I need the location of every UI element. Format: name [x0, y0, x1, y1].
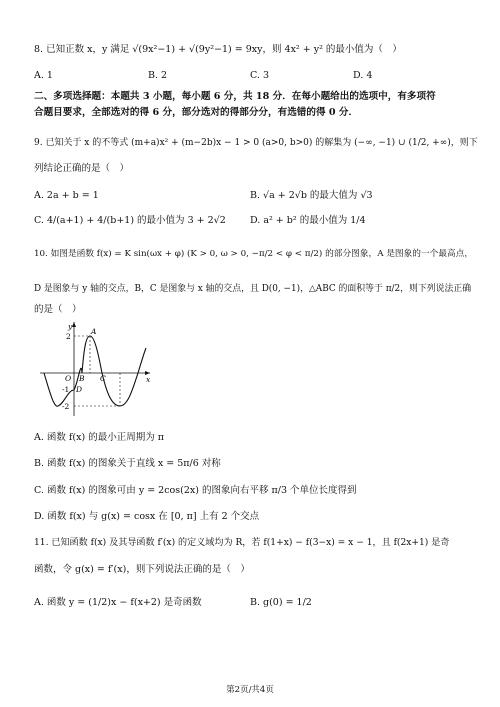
q11-option-a: A. 函数 y = (1/2)x − f(x+2) 是奇函数	[34, 597, 202, 608]
q8-option-d: D. 4	[353, 70, 373, 81]
point-c-label: C	[100, 374, 106, 383]
q8-option-c: C. 3	[250, 70, 270, 81]
sine-graph	[38, 318, 158, 418]
d-value-label: -1	[62, 385, 70, 394]
q8-option-b: B. 2	[148, 70, 168, 81]
section2-line2: 合题目要求，全部选对的得 6 分，部分选对的得部分分，有选错的得 0 分．	[34, 107, 359, 118]
y-axis-label: y	[68, 322, 73, 331]
q8-option-a: A. 1	[34, 70, 53, 81]
y-axis-arrow	[72, 322, 76, 327]
sine-curve	[44, 336, 146, 406]
q11-option-b: B. g(0) = 1/2	[250, 597, 312, 608]
page-footer: 第2页/共4页	[226, 685, 274, 695]
x-axis-label: x	[146, 375, 151, 384]
q11-line1: 11. 已知函数 f(x) 及其导函数 f′(x) 的定义域均为 R，若 f(1+x) − f(3−x) = x − 1，且 f(2x+1) 是奇	[34, 538, 450, 548]
point-b-label: B	[79, 374, 85, 383]
section2-line1: 二、多项选择题：本题共 3 小题，每小题 6 分，共 18 分．在每小题给出的选项中，有多项符	[34, 91, 436, 102]
q9-stem-line2: 列结论正确的是（ ）	[34, 163, 130, 174]
q10-option-a: A. 函数 f(x) 的最小正周期为 π	[34, 432, 164, 443]
top-value-label: 2	[66, 332, 71, 341]
q11-line2: 函数，令 g(x) = f′(x)，则下列说法正确的是（ ）	[34, 564, 250, 575]
q9-option-d: D. a² + b² 的最小值为 1/4	[250, 215, 366, 226]
bottom-value-label: -2	[62, 402, 70, 411]
point-a-label: A	[91, 327, 97, 336]
q9-option-c: C. 4/(a+1) + 4/(b+1) 的最小值为 3 + 2√2	[34, 215, 226, 226]
q9-stem-line1: 9. 已知关于 x 的不等式 (m+a)x² + (m−2b)x − 1 > 0 (a>0, b>0) 的解集为 (−∞, −1) ∪ (1/2, +∞)，则下	[34, 138, 478, 148]
q10-line1: 10. 如图是函数 f(x) = K sin(ωx + φ) (K > 0, ω > 0, −π/2 < φ < π/2) 的部分图象，A 是图象的一个最高点，	[34, 249, 474, 259]
point-d-label: D	[76, 385, 83, 394]
q10-line2: D 是图象与 y 轴的交点，B，C 是图象与 x 轴的交点，且 D(0, −1)，△ABC 的面积等于 π/2，则下列说法正确	[34, 284, 472, 294]
origin-label: O	[65, 374, 72, 383]
q10-option-b: B. 函数 f(x) 的图象关于直线 x = 5π/6 对称	[34, 458, 221, 469]
q10-line3: 的是（ ）	[34, 304, 82, 315]
q9-option-a: A. 2a + b = 1	[34, 190, 99, 201]
q10-option-d: D. 函数 f(x) 与 g(x) = cosx 在 [0, π] 上有 2 个交点	[34, 511, 260, 522]
q8-stem: 8. 已知正数 x，y 满足 √(9x²−1) + √(9y²−1) = 9xy，则 4x² + y² 的最小值为（ ）	[34, 44, 402, 55]
q10-option-c: C. 函数 f(x) 的图象可由 y = 2cos(2x) 的图象向右平移 π/3 个单位长度得到	[34, 485, 357, 496]
q9-option-b: B. √a + 2√b 的最大值为 √3	[250, 190, 373, 201]
